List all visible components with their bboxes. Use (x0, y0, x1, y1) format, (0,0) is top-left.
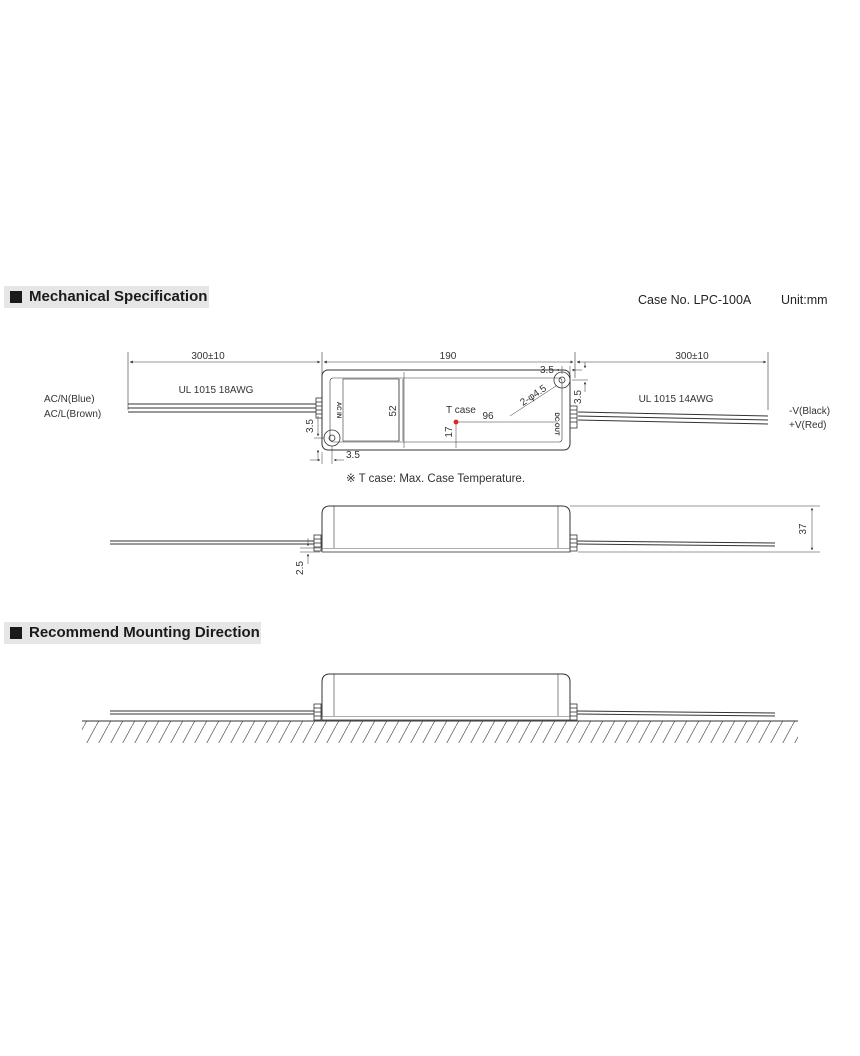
label-tcase: T case (446, 405, 476, 416)
dim-body-width: 52 (388, 405, 399, 417)
tcase-dot (454, 420, 459, 425)
case-number: Case No. LPC-100A (638, 293, 752, 307)
dim-base-thickness: 2.5 (295, 561, 306, 575)
dim-corner-top: 3.5 (540, 365, 554, 376)
tcase-note: ※ T case: Max. Case Temperature. (346, 473, 526, 485)
label-ac-in: AC IN (335, 401, 341, 419)
section-title-mounting: Recommend Mounting Direction (29, 624, 260, 641)
side-view (110, 506, 820, 564)
dim-body-length: 190 (439, 351, 457, 362)
section-title-mechanical: Mechanical Specification (29, 288, 208, 305)
dim-height: 37 (798, 523, 809, 535)
label-v-pos: +V(Red) (789, 420, 827, 431)
dim-tcase-offset: 17 (444, 426, 455, 438)
label-ac-l: AC/L(Brown) (44, 409, 102, 420)
dim-right-cable: 300±10 (675, 351, 709, 362)
dim-bottom-left-side: 3.5 (305, 419, 316, 433)
unit-label: Unit:mm (781, 293, 828, 307)
dim-bottom-left-bottom: 3.5 (346, 450, 360, 461)
ground-surface (82, 721, 798, 743)
dim-hole-dia: 2-φ4.5 (518, 383, 549, 409)
label-input-cable: UL 1015 18AWG (178, 385, 254, 396)
mounting-view (110, 674, 775, 720)
label-v-neg: -V(Black) (789, 406, 831, 417)
dim-corner-side: 3.5 (573, 390, 584, 404)
label-ac-n: AC/N(Blue) (44, 394, 95, 405)
label-output-cable: UL 1015 14AWG (638, 394, 714, 405)
dim-left-cable: 300±10 (191, 351, 225, 362)
label-dc-out: DC OUT (553, 412, 559, 436)
dim-hole-spacing: 96 (482, 411, 494, 422)
